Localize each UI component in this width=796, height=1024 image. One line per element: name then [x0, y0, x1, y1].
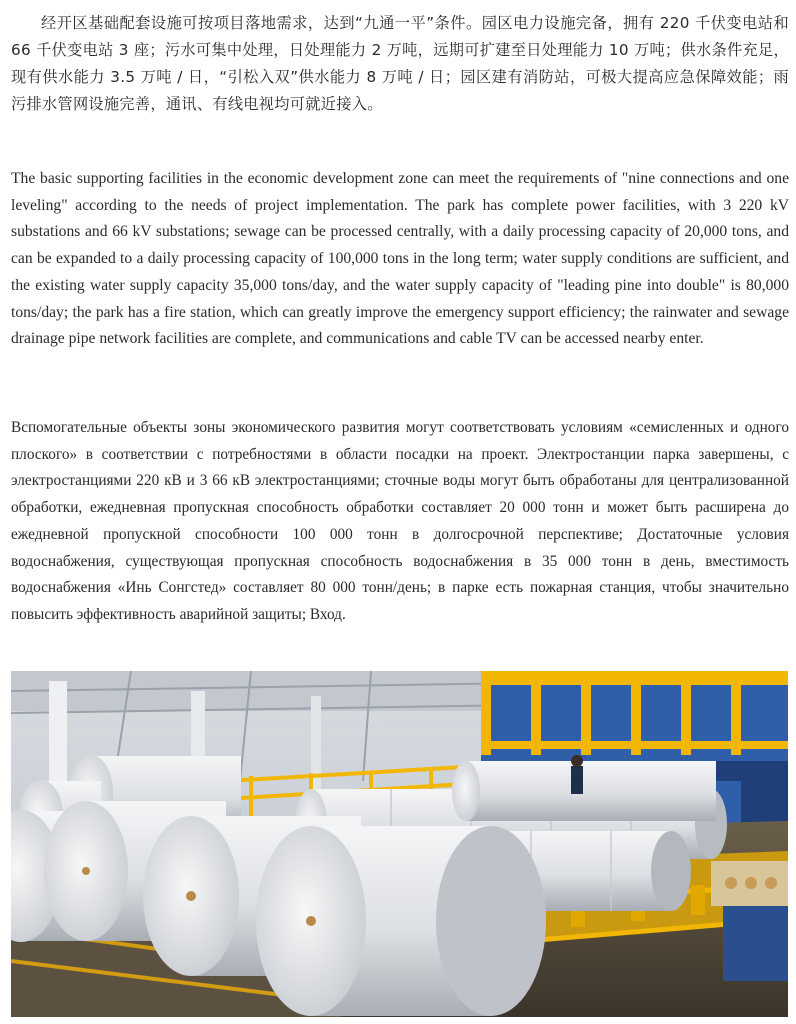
chinese-paragraph: 经开区基础配套设施可按项目落地需求，达到“九通一平”条件。园区电力设施完备，拥有 220 千伏变电站和 66 千伏变电站 3 座；污水可集中处理，日处理能力 2 万吨，远期可扩建至日处理能力 10 万吨；供水条件充足，现有供水能力 3.5 万吨 / 日，“引松入双”供水能力 8 万吨 / 日；园区建有消防站，可极大提高应急保障效能；雨污排水管网设施完善，通讯、有线电视均可就近接入。: [11, 14, 789, 113]
english-paragraph: The basic supporting facilities in the economic development zone can meet the requirements of "nine connections and one leveling" according to the needs of project implementation. The park has complete power facilities, with 3 220 kV substations and 66 kV substations; sewage can be processed centrally, with a daily processing capacity of 20,000 tons, and can be expanded to a daily processing capacity of 100,000 tons in the long term; water supply conditions are sufficient, and the existing water supply capacity 35,000 tons/day, and the water supply capacity of "leading pine into double" is 80,000 tons/day; the park has a fire station, which can greatly improve the emergency support efficiency; the rainwater and sewage drainage pipe network facilities are complete, and communications and cable TV can be accessed nearby enter.: [11, 170, 789, 348]
russian-paragraph: Вспомогательные объекты зоны экономического развития могут соответствовать условиям «семисленных и одного плоского» в соответствии с потребностями в области посадки на проект. Электростанции парка завершены, с электростанциями 220 кВ и 3 66 кВ электростанциями; сточные воды могут быть обработаны для централизованной обработки, ежедневная пропускная способность обработки составляет 20 000 тонн и может быть расширена до ежедневной пропускной способности 100 000 тонн в долгосрочной перспективе; Достаточные условия водоснабжения, существующая пропускная способность водоснабжения в 35 000 тонн в день, вместимость водоснабжения «Инь Сонгстед» составляет 80 000 тонн/день; в парке есть пожарная станция, чтобы значительно повысить эффективность аварийной защиты; Вход.: [11, 419, 789, 623]
paper-mill-photo: [11, 671, 788, 1017]
